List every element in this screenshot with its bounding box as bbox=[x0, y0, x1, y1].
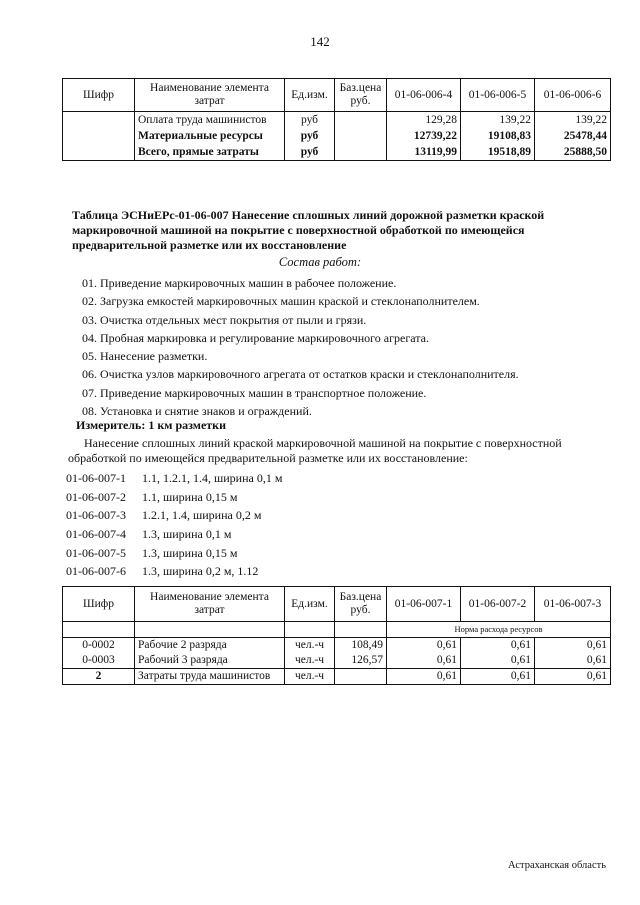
cell-unit: руб bbox=[285, 144, 335, 161]
cell-unit: чел.-ч bbox=[285, 653, 335, 669]
cell-code bbox=[63, 112, 135, 129]
cost-table-006 bbox=[62, 78, 611, 161]
table-row bbox=[63, 112, 611, 129]
list-item bbox=[66, 469, 282, 488]
cell-code: 0-0002 bbox=[63, 638, 135, 654]
code-list bbox=[66, 469, 282, 581]
section-title: Таблица ЭСНиЕРс-01-06-007 Нанесение сплошных линий дорожной разметки краской маркировочной машиной на покрытие с поверхностной обработкой по имеющейся предварительной разметке или их восстановление bbox=[72, 208, 545, 252]
list-item bbox=[66, 488, 282, 507]
description-line: Нанесение сплошных линий краской маркировочной машиной на покрытие с поверхностной bbox=[84, 436, 562, 450]
cell-price bbox=[335, 144, 387, 161]
code-text: 1.1, ширина 0,15 м bbox=[142, 489, 238, 504]
code-id: 01-06-007-4 bbox=[66, 527, 126, 542]
header-price: Баз.цена руб. bbox=[335, 587, 387, 622]
cell-unit: руб bbox=[285, 128, 335, 144]
cell-value: 25478,44 bbox=[535, 128, 611, 144]
table-header-row bbox=[63, 587, 611, 622]
code-id: 01-06-007-6 bbox=[66, 564, 126, 579]
cell-price bbox=[335, 128, 387, 144]
cell-price bbox=[335, 112, 387, 129]
list-item bbox=[66, 525, 282, 544]
table-row bbox=[63, 653, 611, 669]
table-header-row bbox=[63, 79, 611, 112]
cell-value: 0,61 bbox=[535, 669, 611, 685]
table-row bbox=[63, 144, 611, 161]
cell-name: Рабочие 2 разряда bbox=[135, 638, 285, 654]
cell-value: 0,61 bbox=[535, 653, 611, 669]
list-item bbox=[66, 562, 282, 581]
code-id: 01-06-007-1 bbox=[66, 471, 126, 485]
cell-code bbox=[63, 144, 135, 161]
cell-price: 108,49 bbox=[335, 638, 387, 654]
cell-name: Материальные ресурсы bbox=[135, 128, 285, 144]
cell-unit: чел.-ч bbox=[285, 638, 335, 654]
header-col-3: 01-06-007-3 bbox=[535, 587, 611, 622]
header-col-3: 01-06-006-6 bbox=[535, 79, 611, 112]
header-code: Шифр bbox=[63, 587, 135, 622]
cell-unit: руб bbox=[285, 112, 335, 129]
cell-price: 126,57 bbox=[335, 653, 387, 669]
cell-value: 19518,89 bbox=[461, 144, 535, 161]
cell-name: Оплата труда машинистов bbox=[135, 112, 285, 129]
cell-value: 139,22 bbox=[461, 112, 535, 129]
table-row bbox=[63, 669, 611, 685]
cell-value: 139,22 bbox=[535, 112, 611, 129]
cell-value: 0,61 bbox=[461, 638, 535, 654]
cell-value: 19108,83 bbox=[461, 128, 535, 144]
list-item: 06. Очистка узлов маркировочного агрегата от остатков краски и стеклонаполнителя. bbox=[82, 367, 519, 382]
header-col-1: 01-06-007-1 bbox=[387, 587, 461, 622]
code-id: 01-06-007-2 bbox=[66, 489, 126, 504]
resource-norm-table-007 bbox=[62, 586, 611, 685]
code-text: 1.1, 1.2.1, 1.4, ширина 0,1 м bbox=[142, 471, 283, 485]
cell-name: Всего, прямые затраты bbox=[135, 144, 285, 161]
header-name: Наименование элемента затрат bbox=[135, 587, 285, 622]
cell-value: 0,61 bbox=[461, 653, 535, 669]
cell-value: 0,61 bbox=[387, 669, 461, 685]
header-unit: Ед.изм. bbox=[285, 587, 335, 622]
list-item bbox=[66, 506, 282, 525]
code-id: 01-06-007-3 bbox=[66, 508, 126, 523]
table-row bbox=[63, 128, 611, 144]
cell-value: 0,61 bbox=[387, 653, 461, 669]
header-unit: Ед.изм. bbox=[285, 79, 335, 112]
header-col-2: 01-06-007-2 bbox=[461, 587, 535, 622]
list-item: 05. Нанесение разметки. bbox=[82, 349, 208, 364]
header-col-2: 01-06-006-5 bbox=[461, 79, 535, 112]
cell-value: 12739,22 bbox=[387, 128, 461, 144]
footer-region: Астраханская область bbox=[508, 860, 606, 871]
code-text: 1.3, ширина 0,2 м, 1.12 bbox=[142, 564, 259, 579]
work-steps-list bbox=[82, 274, 519, 420]
meter-label: Измеритель: 1 км разметки bbox=[76, 418, 227, 432]
list-item: 07. Приведение маркировочных машин в транспортное положение. bbox=[82, 385, 427, 400]
list-item: 03. Очистка отдельных мест покрытия от пыли и грязи. bbox=[82, 312, 367, 327]
cell-value: 129,28 bbox=[387, 112, 461, 129]
list-item: 02. Загрузка емкостей маркировочных машин краской и стеклонаполнителем. bbox=[82, 294, 480, 309]
code-text: 1.3, ширина 0,15 м bbox=[142, 545, 238, 560]
code-id: 01-06-007-5 bbox=[66, 545, 126, 560]
header-col-1: 01-06-006-4 bbox=[387, 79, 461, 112]
list-item bbox=[66, 544, 282, 563]
cell-unit: чел.-ч bbox=[285, 669, 335, 685]
page-number: 142 bbox=[310, 34, 330, 49]
table-row bbox=[63, 638, 611, 654]
cell-value: 25888,50 bbox=[535, 144, 611, 161]
cell-code: 0-0003 bbox=[63, 653, 135, 669]
list-item: 08. Установка и снятие знаков и ограждений. bbox=[82, 404, 312, 419]
code-text: 1.3, ширина 0,1 м bbox=[142, 527, 232, 542]
header-name: Наименование элемента затрат bbox=[135, 79, 285, 112]
cell-value: 0,61 bbox=[535, 638, 611, 654]
cell-value: 0,61 bbox=[387, 638, 461, 654]
cell-value: 0,61 bbox=[461, 669, 535, 685]
list-item: 01. Приведение маркировочных машин в рабочее положение. bbox=[82, 276, 397, 290]
code-text: 1.2.1, 1.4, ширина 0,2 м bbox=[142, 508, 262, 523]
norm-row bbox=[63, 622, 611, 638]
list-item: 04. Пробная маркировка и регулирование маркировочного агрегата. bbox=[82, 330, 429, 345]
cell-price bbox=[335, 669, 387, 685]
cell-code: 2 bbox=[63, 669, 135, 685]
norm-label: Норма расхода ресурсов bbox=[387, 622, 611, 638]
description-line: обработкой по имеющейся предварительной разметке или их восстановление: bbox=[68, 451, 468, 465]
cell-name: Затраты труда машинистов bbox=[135, 669, 285, 685]
work-composition-header: Состав работ: bbox=[278, 255, 362, 269]
header-code: Шифр bbox=[63, 79, 135, 112]
description bbox=[68, 436, 614, 466]
cell-value: 13119,99 bbox=[387, 144, 461, 161]
header-price: Баз.цена руб. bbox=[335, 79, 387, 112]
cell-code bbox=[63, 128, 135, 144]
cell-name: Рабочий 3 разряда bbox=[135, 653, 285, 669]
